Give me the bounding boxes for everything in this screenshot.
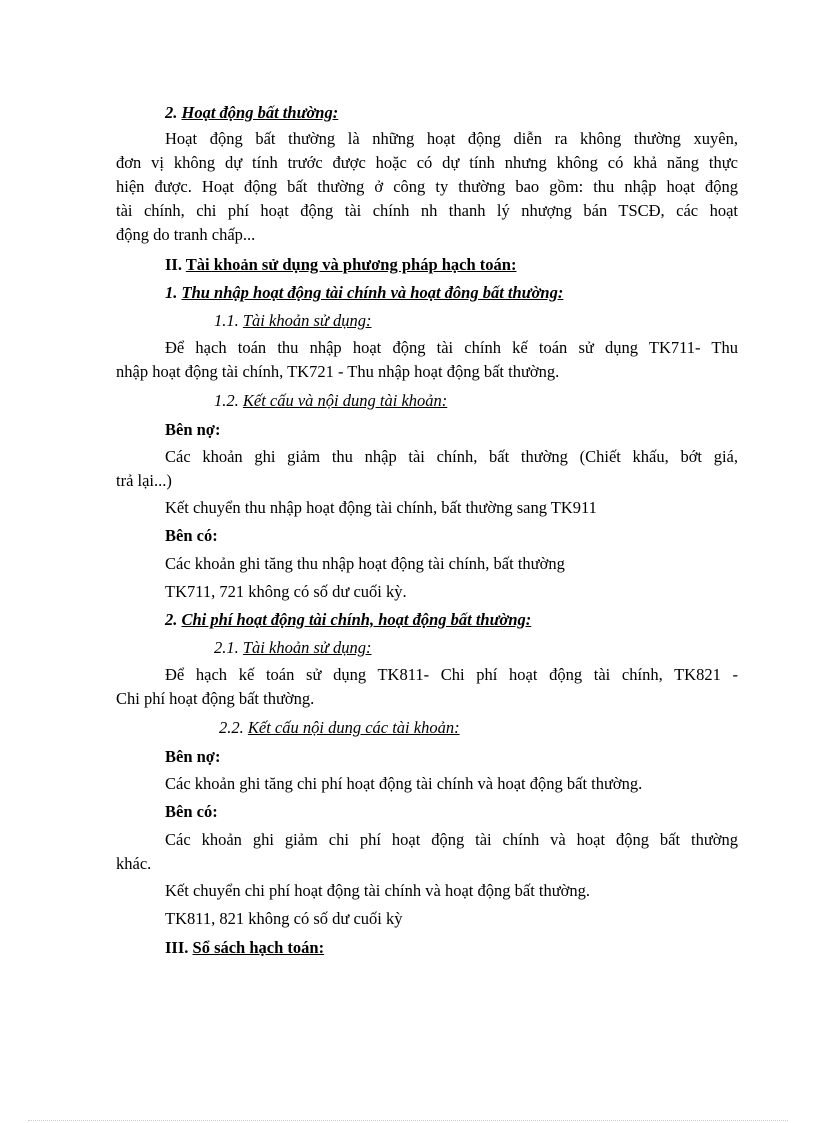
subsection-2-1-heading — [214, 636, 816, 660]
heading-text: Kết cấu nội dung các tài khoản: — [247, 718, 460, 737]
paragraph-line: TK711, 721 không có số dư cuối kỳ. — [165, 582, 407, 601]
heading-text: Tài khoản sử dụng: — [242, 311, 372, 330]
heading-number: 2.1. — [214, 638, 243, 657]
heading-text: Chi phí hoạt động tài chính, hoạt động bất thường: — [181, 610, 532, 629]
debit-label: Bên nợ: — [165, 420, 221, 439]
credit-label: Bên có: — [165, 802, 218, 821]
heading-text: Kết cấu và nội dung tài khoản: — [242, 391, 448, 410]
paragraph-line: Kết chuyển thu nhập hoạt động tài chính, bất thường sang TK911 — [165, 498, 597, 517]
heading-text: Sổ sách hạch toán: — [192, 938, 325, 957]
paragraph-line: tài chính, chi phí hoạt động tài chính nh thanh lý nhượng bán TSCĐ, các hoạt — [116, 201, 738, 220]
section-2-heading — [165, 101, 787, 125]
subsection-2-2-heading — [219, 716, 816, 740]
paragraph-line: Các khoản ghi tăng thu nhập hoạt động tài chính, bất thường — [165, 554, 565, 573]
heading-number: 1.1. — [214, 311, 243, 330]
paragraph-line: Để hạch kế toán sử dụng TK811- Chi phí hoạt động tài chính, TK821 - — [165, 665, 738, 684]
paragraph-line: TK811, 821 không có số dư cuối kỳ — [165, 909, 403, 928]
paragraph-line: đơn vị không dự tính trước được hoặc có dự tính nhưng không có khả năng thực — [116, 153, 738, 172]
subsection-2-heading — [165, 608, 787, 632]
subsection-1-heading — [165, 281, 787, 305]
paragraph-line: hiện được. Hoạt động bất thường ở công ty thường bao gồm: thu nhập hoạt động — [116, 177, 738, 196]
heading-text: Tài khoản sử dụng và phương pháp hạch toán: — [185, 255, 517, 274]
heading-number: 2. — [165, 610, 182, 629]
paragraph-line: Kết chuyển chi phí hoạt động tài chính và hoạt động bất thường. — [165, 881, 591, 900]
paragraph-line: nhập hoạt động tài chính, TK721 - Thu nhập hoạt động bất thường. — [116, 362, 560, 381]
paragraph-line: động do tranh chấp... — [116, 225, 256, 244]
paragraph-line: khác. — [116, 854, 152, 873]
paragraph-line: Chi phí hoạt động bất thường. — [116, 689, 315, 708]
heading-number: III. — [165, 938, 193, 957]
heading-number: II. — [165, 255, 186, 274]
subsection-1-2-heading — [214, 389, 816, 413]
credit-label: Bên có: — [165, 526, 218, 545]
debit-label: Bên nợ: — [165, 747, 221, 766]
heading-text: Thu nhập hoạt động tài chính và hoạt đông bất thường: — [181, 283, 564, 302]
section-II-heading — [165, 253, 787, 277]
subsection-1-1-heading — [214, 309, 816, 333]
heading-text: Tài khoản sử dụng: — [242, 638, 372, 657]
paragraph-line: trả lại...) — [116, 471, 172, 490]
paragraph-line: Để hạch toán thu nhập hoạt động tài chính kế toán sử dụng TK711- Thu — [165, 338, 738, 357]
heading-text: Hoạt động bất thường: — [181, 103, 339, 122]
page-bottom-rule — [28, 1120, 788, 1121]
paragraph-line: Các khoản ghi giảm thu nhập tài chính, bất thường (Chiết khấu, bớt giá, — [165, 447, 738, 466]
paragraph-line: Các khoản ghi tăng chi phí hoạt động tài chính và hoạt động bất thường. — [165, 774, 643, 793]
heading-number: 1.2. — [214, 391, 243, 410]
paragraph-line: Hoạt động bất thường là những hoạt động diễn ra không thường xuyên, — [165, 129, 738, 148]
section-III-heading — [165, 936, 787, 960]
heading-number: 2. — [165, 103, 182, 122]
paragraph-line: Các khoản ghi giảm chi phí hoạt động tài chính và hoạt động bất thường — [165, 830, 738, 849]
heading-number: 1. — [165, 283, 182, 302]
heading-number: 2.2. — [219, 718, 248, 737]
